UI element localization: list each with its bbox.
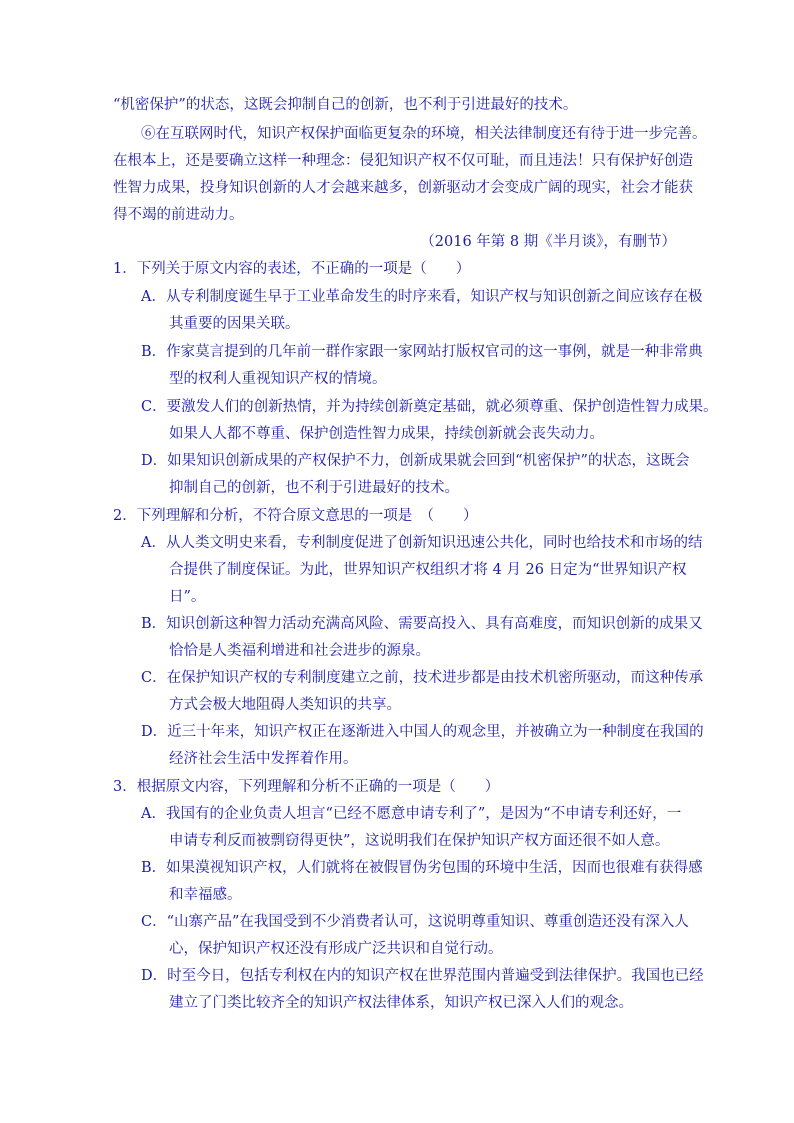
option-a: A．我国有的企业负责人坦言“已经不愿意申请专利了”，是因为“不申请专利还好，一 [141,806,682,822]
option-c-cont: 心，保护知识产权还没有形成广泛共识和自觉行动。 [169,941,503,957]
option-b-cont: 恰恰是人类福利增进和社会进步的源泉。 [169,643,430,659]
passage-line: 在根本上，还是要确立这样一种理念：侵犯知识产权不仅可耻，而且违法！只有保护好创造 [113,153,693,169]
passage-line: “机密保护”的状态，这既会抑制自己的创新，也不利于引进最好的技术。 [113,97,578,113]
option-b-cont: 和幸福感。 [169,887,242,903]
option-c-cont: 如果人人都不尊重、保护创造性智力成果，持续创新就会丧失动力。 [169,426,604,442]
option-b-cont: 型的权利人重视知识产权的情境。 [169,371,387,387]
option-b: B．作家莫言提到的几年前一群作家跟一家网站打版权官司的这一事例，就是一种非常典 [141,344,703,360]
option-b: B．知识创新这种智力活动充满高风险、需要高投入、具有高难度，而知识创新的成果又 [141,616,703,632]
option-c: C．“山寨产品”在我国受到不少消费者认可，这说明尊重知识、尊重创造还没有深入人 [141,914,689,930]
option-d: D．如果知识创新成果的产权保护不力，创新成果就会回到“机密保护”的状态，这既会 [141,453,690,469]
option-d-cont: 建立了门类比较齐全的知识产权法律体系，知识产权已深入人们的观念。 [169,995,633,1011]
question-stem: 2．下列理解和分析，不符合原文意思的一项是 （ ） [113,508,478,524]
question-stem: 1．下列关于原文内容的表述，不正确的一项是（ ） [113,261,471,277]
option-a-cont: 其重要的因果关联。 [169,316,300,332]
option-d: D．时至今日，包括专利权在内的知识产权在世界范围内普遍受到法律保护。我国也已经 [141,968,704,984]
option-a: A．从专利制度诞生早于工业革命发生的时序来看，知识产权与知识创新之间应该存在极 [141,289,703,305]
option-b: B．如果漠视知识产权，人们就将在被假冒伪劣包围的环境中生活，因而也很难有获得感 [141,860,703,876]
passage-source: （2016 年第 8 期《半月谈》，有删节） [420,234,676,250]
passage-line: 得不竭的前进动力。 [113,207,244,223]
option-c-cont: 方式会极大地阻碍人类知识的共享。 [169,697,401,713]
option-d-cont: 经济社会生活中发挥着作用。 [169,751,358,767]
option-c: C．要激发人们的创新热情，并为持续创新奠定基础，就必须尊重、保护创造性智力成果。 [141,399,718,415]
option-a-cont: 合提供了制度保证。为此，世界知识产权组织才将 4 月 26 日定为“世界知识产权 [169,562,687,578]
option-a: A．从人类文明史来看，专利制度促进了创新知识迅速公共化，同时也给技术和市场的结 [141,535,703,551]
option-d-cont: 抑制自己的创新，也不利于引进最好的技术。 [169,480,459,496]
option-a-cont: 日”。 [169,589,206,605]
option-d: D．近三十年来，知识产权正在逐渐进入中国人的观念里，并被确立为一种制度在我国的 [141,724,704,740]
option-c: C．在保护知识产权的专利制度建立之前，技术进步都是由技术机密所驱动，而这种传承 [141,670,704,686]
question-stem: 3．根据原文内容，下列理解和分析不正确的一项是（ ） [113,779,500,795]
passage-line: ⑥在互联网时代，知识产权保护面临更复杂的环境，相关法律制度还有待于进一步完善。 [141,126,707,142]
option-a-cont: 申请专利反而被剽窃得更快”，这说明我们在保护知识产权方面还很不如人意。 [169,833,670,849]
passage-line: 性智力成果，投身知识创新的人才会越来越多，创新驱动才会变成广阔的现实，社会才能获 [113,180,693,196]
